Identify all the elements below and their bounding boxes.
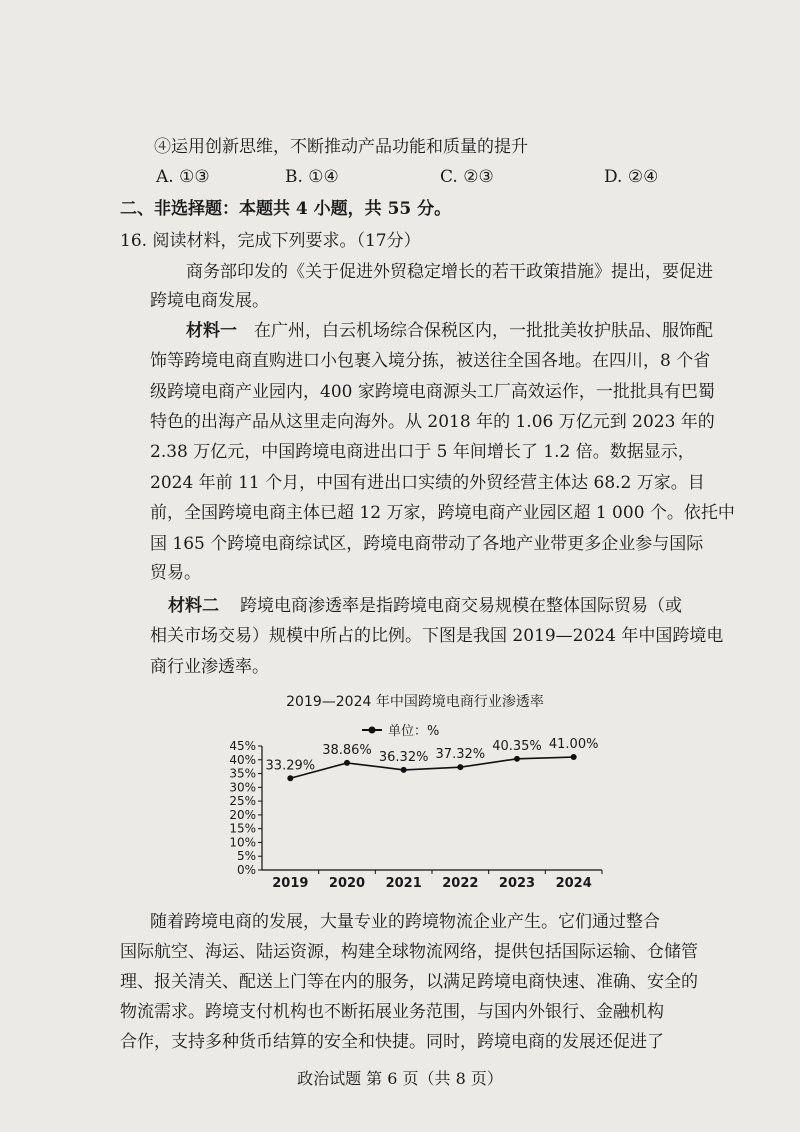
material-2-line: 相关市场交易）规模中所占的比例。下图是我国 2019—2024 年中国跨境电 [150,626,724,646]
after-chart-line: 国际航空、海运、陆运资源，构建全球物流网络，提供包括国际运输、仓储管 [120,942,698,962]
data-label: 36.32% [378,749,429,765]
material-1-line: 特色的出海产品从这里走向海外。从 2018 年的 1.06 万亿元到 2023 年的 [150,412,715,432]
material-1-line: 国 165 个跨境电商综试区，跨境电商带动了各地产业带更多企业参与国际 [150,534,704,554]
y-tick-label: 5% [236,849,256,864]
penetration-line-chart [220,690,620,890]
option-c: C. ②③ [440,167,494,187]
data-point [457,764,463,770]
series-line [290,757,573,778]
material-2-line: 商行业渗透率。 [150,657,269,677]
y-tick-label: 45% [229,739,256,753]
x-tick-label: 2019 [272,876,309,890]
material-2-line: 跨境电商渗透率是指跨境电商交易规模在整体国际贸易（或 [240,596,682,616]
after-chart-line: 随着跨境电商的发展，大量专业的跨境物流企业产生。它们通过整合 [150,912,660,932]
y-tick-label: 35% [229,766,256,781]
legend-marker [369,727,376,734]
legend-label: 单位：% [388,724,440,739]
y-tick-label: 20% [229,807,256,822]
data-point [571,754,577,760]
option-d: D. ②④ [604,167,659,187]
x-tick-label: 2024 [555,876,592,890]
data-point [514,756,520,762]
x-tick-label: 2020 [328,876,366,890]
after-chart-line: 合作，支持多种货币结算的安全和快捷。同时，跨境电商的发展还促进了 [120,1032,664,1052]
material-1-line: 级跨境电商产业园内，400 家跨境电商源头工厂高效运作，一批批具有巴蜀 [150,382,715,402]
data-label: 37.32% [435,747,486,763]
material-1-label: 材料一 [186,321,237,341]
data-point [401,767,407,773]
data-label: 38.86% [322,742,372,758]
material-1-line: 2024 年前 11 个月，中国有进出口实绩的外贸经营主体达 68.2 万家。目 [150,473,705,493]
intro-line: 商务部印发的《关于促进外贸稳定增长的若干政策措施》提出，要促进 [186,262,713,282]
y-tick-label: 30% [229,780,256,795]
y-tick-label: 40% [229,752,256,767]
x-tick-label: 2022 [442,876,479,890]
data-label: 40.35% [492,738,542,754]
chart-title: 2019—2024 年中国跨境电商行业渗透率 [286,694,544,710]
y-tick-label: 10% [229,835,256,850]
after-chart-line: 理、报关清关、配送上门等在内的服务，以满足跨境电商快速、准确、安全的 [120,972,698,992]
material-2-label: 材料二 [168,596,219,616]
x-tick-label: 2023 [498,876,536,890]
chart-legend [362,724,439,739]
option-a: A. ①③ [156,167,210,187]
material-1-line: 在广州，白云机场综合保税区内，一批批美妆护肤品、服饰配 [254,321,713,341]
material-1-line: 2.38 万亿元，中国跨境电商进出口于 5 年间增长了 1.2 倍。数据显示， [150,442,695,462]
y-tick-label: 0% [236,863,256,877]
y-tick-label: 25% [229,794,256,809]
question-16-stem: 16. 阅读材料，完成下列要求。（17分） [120,231,421,251]
material-1-line: 前，全国跨境电商主体已超 12 万家，跨境电商产业园区超 1 000 个。依托中 [150,503,735,523]
data-point [344,760,350,766]
intro-line: 跨境电商发展。 [150,291,269,311]
y-tick-label: 15% [229,821,256,836]
x-tick-label: 2021 [385,876,422,890]
material-1-line: 贸易。 [150,563,201,583]
material-1-line: 饰等跨境电商直购进口小包裹入境分拣，被送往全国各地。在四川，8 个省 [150,351,711,371]
after-chart-line: 物流需求。跨境支付机构也不断拓展业务范围，与国内外银行、金融机构 [120,1002,664,1022]
page-footer: 政治试题 第 6 页（共 8 页） [297,1069,503,1088]
option-b: B. ①④ [285,167,339,187]
data-point [287,775,293,781]
data-label: 41.00% [548,737,599,753]
data-label: 33.29% [265,758,316,774]
choice-item-4: ④运用创新思维，不断推动产品功能和质量的提升 [154,137,528,157]
section-title: 二、非选择题：本题共 4 小题，共 55 分。 [120,199,452,219]
